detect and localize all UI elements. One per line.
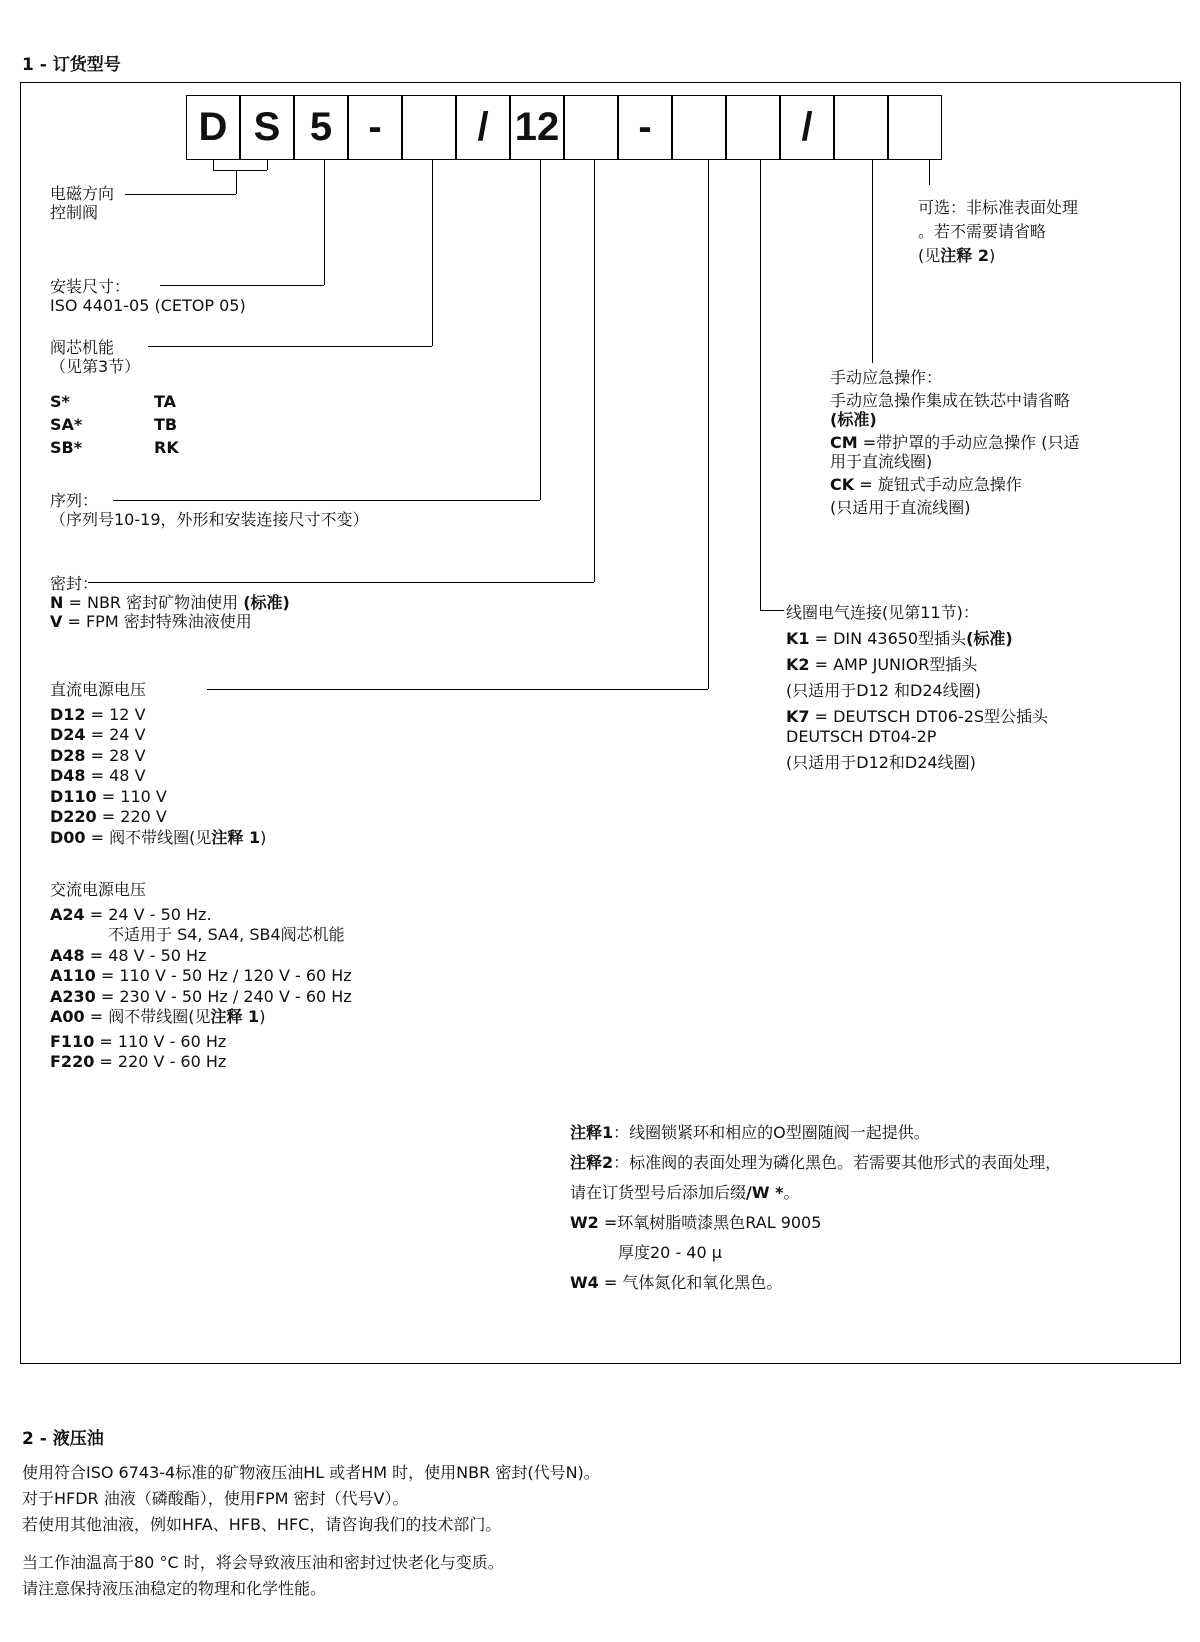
code-box-2: S	[240, 95, 294, 160]
code-box-10	[672, 95, 726, 160]
code-box-14	[888, 95, 942, 160]
dc-voltage-title: 直流电源电压	[50, 680, 147, 699]
series-label: 序列： （序列号10-19，外形和安装连接尺寸不变）	[50, 491, 369, 529]
connection-label: 线圈电气连接(见第11节)： K1 = DIN 43650型插头(标准) K2 = AMP JUNIOR型插头 (只适用于D12 和D24线圈) K7 = DEUTSCH DT06-2S型公插头 DEUTSCH DT04-2P (只适用于D12和D24线圈)	[786, 603, 1049, 772]
ac-row: A48 = 48 V - 50 Hz	[50, 945, 207, 965]
code-box-11	[726, 95, 780, 160]
spool-row: SB* RK	[50, 438, 179, 457]
dc-row: D220 = 220 V	[50, 807, 167, 826]
ac-row: F110 = 110 V - 60 Hz	[50, 1031, 227, 1051]
section-2-title: 2 - 液压油	[22, 1429, 104, 1449]
control-label: 电磁方向 控制阀	[50, 184, 115, 222]
dc-row: D48 = 48 V	[50, 766, 146, 785]
code-box-1: D	[186, 95, 240, 160]
code-box-6: /	[456, 95, 510, 160]
dc-row: D24 = 24 V	[50, 725, 146, 744]
code-box-13	[834, 95, 888, 160]
mount-label: 安装尺寸： ISO 4401-05 (CETOP 05)	[50, 277, 246, 315]
code-box-8	[564, 95, 618, 160]
note-1: 注释1：线圈锁紧环和相应的O型圈随阀一起提供。	[570, 1123, 930, 1142]
ac-row: A00 = 阀不带线圈(见注释 1)	[50, 1007, 266, 1026]
code-box-9: -	[618, 95, 672, 160]
ac-voltage-list: 交流电源电压 A24 = 24 V - 50 Hz. 不适用于 S4, SA4, SB4阀芯机能 A48 = 48 V - 50 Hz A110 = 110 V - 50 Hz / 120 V - 60 Hz A230 = 230 V - 50 Hz / 240 V - 60 Hz A00 = 阀不带线圈(见注释 1) F110 = 110 V - 60 Hz F220 = 220 V - 60 Hz	[50, 880, 352, 1071]
spool-label: 阀芯机能 （见第3节）	[50, 338, 141, 376]
ac-row: A110 = 110 V - 50 Hz / 120 V - 60 Hz	[50, 966, 352, 985]
code-box-5	[402, 95, 456, 160]
code-box-12: /	[780, 95, 834, 160]
ac-row: F220 = 220 V - 60 Hz	[50, 1052, 227, 1071]
hydraulic-fluid-text: 使用符合ISO 6743-4标准的矿物液压油HL 或者HM 时，使用NBR 密封(代号N)。 对于HFDR 油液（磷酸酯），使用FPM 密封（代号V）。 若使用其他油液，例如HFA、HFB、HFC，请咨询我们的技术部门。	[22, 1463, 600, 1534]
spool-row: SA* TB	[50, 415, 178, 434]
fluid-temperature-text: 当工作油温高于80 °C 时，将会导致液压油和密封过快老化与变质。 请注意保持液压油稳定的物理和化学性能。	[22, 1553, 504, 1598]
spool-table	[50, 390, 179, 459]
code-box-7: 12	[510, 95, 564, 160]
notes-block: 注释1：线圈锁紧环和相应的O型圈随阀一起提供。 注释2：标准阀的表面处理为磷化黑色。若需要其他形式的表面处理， 请在订货型号后添加后缀/W *。 W2 =环氧树脂喷漆黑色RAL 9005 厚度20 - 40 µ W4 = 气体氮化和氧化黑色。	[570, 1118, 1061, 1298]
dc-row: D28 = 28 V	[50, 745, 146, 765]
manual-override-label: 手动应急操作： 手动应急操作集成在铁芯中请省略 (标准) CM =带护罩的手动应急操作 (只适 用于直流线圈) CK = 旋钮式手动应急操作 (只适用于直流线圈)	[830, 368, 1080, 517]
ac-row: A230 = 230 V - 50 Hz / 240 V - 60 Hz	[50, 986, 352, 1006]
ac-voltage-title: 交流电源电压	[50, 880, 147, 899]
surface-treatment-label: 可选：非标准表面处理 。若不需要请省略 (见注释 2)	[918, 198, 1079, 265]
section-1-title: 1 - 订货型号	[22, 55, 121, 75]
seal-label: 密封： N = NBR 密封矿物油使用 (标准) V = FPM 密封特殊油液使用	[50, 574, 290, 631]
dc-row: D12 = 12 V	[50, 704, 146, 724]
code-box-3: 5	[294, 95, 348, 160]
code-box-4: -	[348, 95, 402, 160]
spool-row: S* TA	[50, 392, 177, 411]
ac-row: A24 = 24 V - 50 Hz.	[50, 904, 212, 924]
dc-row: D00 = 阀不带线圈(见注释 1)	[50, 827, 267, 847]
dc-voltage-list	[50, 680, 266, 848]
note-2: 注释2：标准阀的表面处理为磷化黑色。若需要其他形式的表面处理，	[570, 1153, 1062, 1172]
dc-row: D110 = 110 V	[50, 786, 167, 806]
